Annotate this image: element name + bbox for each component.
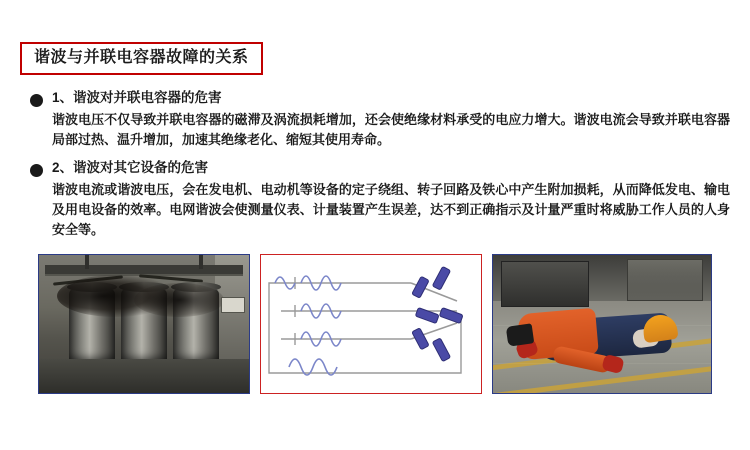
bullet-heading-1: 1、谐波对并联电容器的危害: [52, 90, 222, 105]
photo1-label-plate: [221, 297, 245, 313]
page-title: 谐波与并联电容器故障的关系: [34, 49, 249, 66]
photo1-floor: [39, 359, 249, 393]
photo1-frame: [45, 265, 243, 274]
bullet-paragraph-1: 谐波电压不仅导致并联电容器的磁滞及涡流损耗增加，还会使绝缘材料承受的电应力增大。谐波电流会导致并联电容器局部过热、温升增加，加速其绝缘老化、缩短其使用寿命。: [52, 111, 730, 147]
photo3-equipment-right: [627, 259, 703, 301]
photo-electric-shock-victim: [492, 254, 712, 394]
bullet-body-1: [52, 90, 730, 149]
photo1-burn-mark: [134, 283, 224, 317]
page-title-box: [20, 42, 263, 75]
page-title-wrap: [20, 42, 730, 75]
image-strip: [38, 254, 712, 394]
photo2-canvas: [261, 255, 481, 393]
bullet-dot-icon: [30, 164, 43, 177]
bullet-list: [30, 90, 730, 251]
harmonic-waveform-diagram: [261, 255, 481, 393]
bullet-item-2: [30, 160, 730, 239]
bullet-heading-2: 2、谐波对其它设备的危害: [52, 160, 209, 176]
bullet-item-1: [30, 90, 730, 149]
photo-capacitor-damage: [38, 254, 250, 394]
photo3-boot: [506, 323, 535, 346]
bullet-dot-icon: [30, 94, 43, 107]
photo1-hanger-left: [85, 255, 89, 269]
bullet-body-2: [52, 160, 730, 239]
photo1-hanger-right: [199, 255, 203, 269]
bullet-paragraph-2: 谐波电流或谐波电压，会在发电机、电动机等设备的定子绕组、转子回路及铁心中产生附加损耗，从而降低发电、输电及用电设备的效率。电网谐波会使测量仪表、计量装置产生误差，达不到正确指示及计量严重时将威胁工作人员的人身安全等。: [52, 182, 730, 237]
photo-harmonic-diagram: [260, 254, 482, 394]
photo3-equipment-left: [501, 261, 589, 307]
